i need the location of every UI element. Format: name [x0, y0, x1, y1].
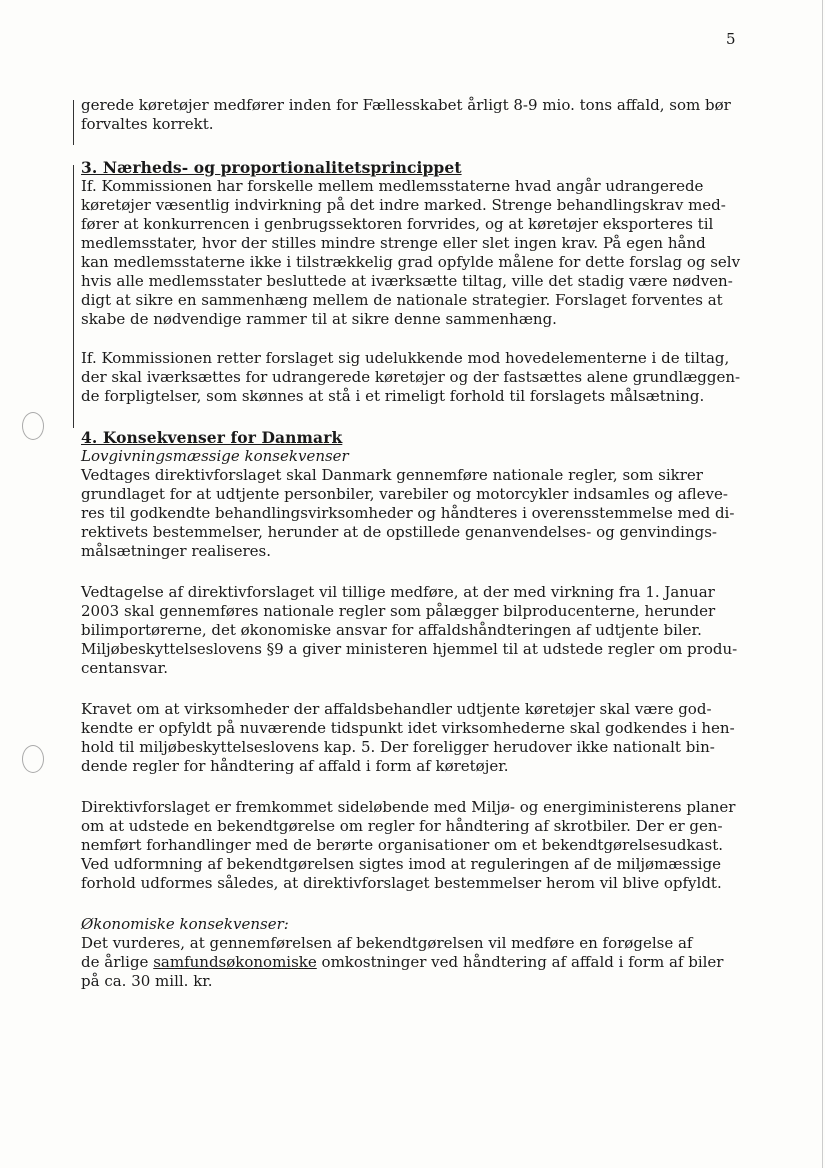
section-3 [81, 158, 741, 406]
text-line: If. Kommissionen har forskelle mellem medlemsstaterne hvad angår udrangerede [81, 177, 704, 195]
page-number: 5 [726, 30, 736, 48]
margin-change-bar [73, 165, 74, 428]
text-line: på ca. 30 mill. kr. [81, 972, 213, 990]
section-3-paragraph-2 [81, 349, 741, 406]
text-fragment: omkostninger ved håndtering af affald i form af biler [316, 953, 724, 971]
text-line: gerede køretøjer medfører inden for Fællesskabet årligt 8-9 mio. tons affald, som bør [81, 96, 731, 114]
text-line: forhold udformes således, at direktivforslaget bestemmelser herom vil blive opfyldt. [81, 874, 722, 892]
text-line: Miljøbeskyttelseslovens §9 a giver ministeren hjemmel til at udstede regler om produ- [81, 640, 738, 658]
text-line: om at udstede en bekendtgørelse om regler for håndtering af skrotbiler. Der er gen- [81, 817, 723, 835]
intro-paragraph [81, 96, 741, 134]
text-line: rektivets bestemmelser, herunder at de opstillede genanvendelses- og genvindings- [81, 523, 717, 541]
text-line: Vedtages direktivforslaget skal Danmark gennemføre nationale regler, som sikrer [81, 466, 703, 484]
text-line: hvis alle medlemsstater besluttede at iværksætte tiltag, ville det stadig være nødven- [81, 272, 733, 290]
text-line: de forpligtelser, som skønnes at stå i et rimeligt forhold til forslagets målsætning. [81, 387, 705, 405]
text-line: Direktivforslaget er fremkommet sideløbende med Miljø- og energiministerens planer [81, 798, 736, 816]
text-line: If. Kommissionen retter forslaget sig udelukkende mod hovedelementerne i de tiltag, [81, 349, 730, 367]
scan-edge [822, 0, 823, 1168]
section-4 [81, 428, 741, 991]
punch-hole [22, 412, 44, 440]
underlined-term: samfundsøkonomiske [153, 953, 317, 971]
text-line: nemført forhandlinger med de berørte organisationer om et bekendtgørelsesudkast. [81, 836, 723, 854]
text-line: målsætninger realiseres. [81, 542, 271, 560]
text-line: forvaltes korrekt. [81, 115, 214, 133]
text-line: digt at sikre en sammenhæng mellem de nationale strategier. Forslaget forventes at [81, 291, 723, 309]
section-4-paragraph-1 [81, 466, 741, 561]
text-line: kendte er opfyldt på nuværende tidspunkt idet virksomhederne skal godkendes i hen- [81, 719, 735, 737]
section-4-paragraph-5 [81, 934, 741, 991]
text-line: grundlaget for at udtjente personbiler, varebiler og motorcykler indsamles og afleve- [81, 485, 728, 503]
text-line: Det vurderes, at gennemførelsen af bekendtgørelsen vil medføre en forøgelse af [81, 934, 693, 952]
text-line: res til godkendte behandlingsvirksomheder og håndteres i overensstemmelse med di- [81, 504, 735, 522]
punch-hole [22, 745, 44, 773]
text-line: Kravet om at virksomheder der affaldsbehandler udtjente køretøjer skal være god- [81, 700, 712, 718]
text-line: fører at konkurrencen i genbrugssektoren forvrides, og at køretøjer eksporteres til [81, 215, 714, 233]
text-line: Vedtagelse af direktivforslaget vil tillige medføre, at der med virkning fra 1. Januar [81, 583, 715, 601]
text-line: køretøjer væsentlig indvirkning på det indre marked. Strenge behandlingskrav med- [81, 196, 726, 214]
text-line: bilimportørerne, det økonomiske ansvar for affaldshåndteringen af udtjente biler. [81, 621, 702, 639]
text-line: medlemsstater, hvor der stilles mindre strenge eller slet ingen krav. På egen hånd [81, 234, 706, 252]
text-line: dende regler for håndtering af affald i form af køretøjer. [81, 757, 509, 775]
text-line: skabe de nødvendige rammer til at sikre denne sammenhæng. [81, 310, 557, 328]
text-line: centansvar. [81, 659, 168, 677]
text-line: kan medlemsstaterne ikke i tilstrækkelig grad opfylde målene for dette forslag og selv [81, 253, 741, 271]
text-line [81, 953, 741, 972]
text-line: hold til miljøbeskyttelseslovens kap. 5. Der foreligger herudover ikke nationalt bin- [81, 738, 715, 756]
text-line: 2003 skal gennemføres nationale regler som pålægger bilproducenterne, herunder [81, 602, 716, 620]
document-body [81, 96, 741, 1007]
text-fragment: de årlige [81, 953, 154, 971]
margin-change-bar [73, 100, 74, 145]
section-4-subheading-economic: Økonomiske konsekvenser: [81, 915, 289, 933]
section-4-paragraph-2 [81, 583, 741, 678]
section-4-paragraph-3 [81, 700, 741, 776]
text-line: der skal iværksættes for udrangerede køretøjer og der fastsættes alene grundlæggen- [81, 368, 741, 386]
text-line: Ved udformning af bekendtgørelsen sigtes imod at reguleringen af de miljømæssige [81, 855, 722, 873]
section-4-paragraph-4 [81, 798, 741, 893]
section-3-heading: 3. Nærheds- og proportionalitetsprincippet [81, 158, 462, 177]
section-4-heading: 4. Konsekvenser for Danmark [81, 428, 343, 447]
section-3-paragraph-1 [81, 177, 741, 329]
section-4-subheading-legal: Lovgivningsmæssige konsekvenser [81, 447, 349, 465]
